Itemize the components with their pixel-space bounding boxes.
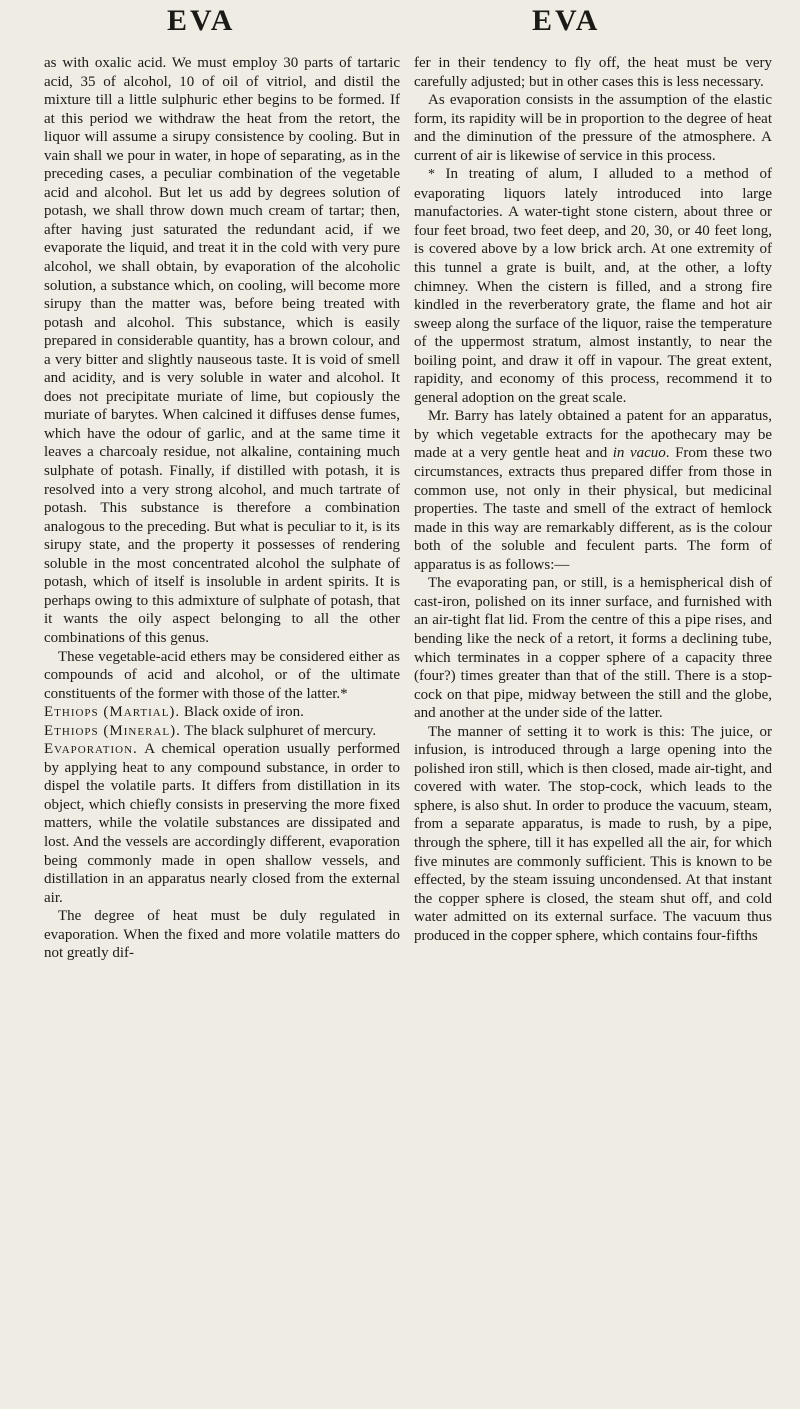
- paragraph-setting-to-work: The manner of setting it to work is this: The juice, or infusion, is introduced through a large opening into the polished iron still, which is then closed, made air-tight, and covered with water. The stop-cock, which leads to the sphere, is also shut. In order to produce the vacuum, steam, from a separate apparatus, is made to rush, by a pipe, through the sphere, till it has expelled all the air, for which five minutes are commonly sufficient. This is known to be effected, by the steam issuing uncondensed. At that instant the copper sphere is closed, the steam shut off, and cold water admitted on its external surface. The vacuum thus produced in the copper sphere, which contains four-fifths: [414, 723, 772, 944]
- paragraph-elastic-form: As evaporation consists in the assumption of the elastic form, its rapidity will be in proportion to the degree of heat and the diminution of the pressure of the atmosphere. A current of air is likewise of service in this process.: [414, 92, 772, 164]
- entry-ethiops-martial: [44, 703, 400, 722]
- entry-definition: Black oxide of iron.: [180, 704, 304, 721]
- paragraph-barry-text-b: . From these two circumstances, extracts thus prepared differ from those in common use, not only in their physical, but medicinal properties. The taste and smell of the extract of hemlock made in this way are remarkably different, as is the colour both of the soluble and feculent parts. The form of apparatus is as follows:—: [414, 445, 772, 573]
- paragraph-heat-regulation: The degree of heat must be duly regulated in evaporation. When the fixed and more volatile matters do not greatly dif-: [44, 908, 400, 962]
- paragraph-evaporating-pan: The evaporating pan, or still, is a hemispherical dish of cast-iron, polished on its inner surface, and furnished with an air-tight flat lid. From the centre of this a pipe rises, and bending like the neck of a retort, it forms a declining tube, which terminates in a copper sphere of a capacity three (four?) times greater than that of the still. There is a stop-cock on that pipe, midway between the still and the globe, and another at the under side of the latter.: [414, 575, 772, 722]
- entry-evaporation: [44, 740, 400, 907]
- entry-ethiops-mineral: [44, 722, 400, 741]
- paragraph-alum-method: [414, 165, 772, 407]
- right-running-head: EVA: [532, 4, 601, 37]
- left-column: [44, 54, 400, 963]
- entry-term: Evaporation.: [44, 741, 138, 758]
- paragraph-vegetable-acid-ethers: These vegetable-acid ethers may be considered either as compounds of acid and alcohol, or of the ultimate constituents of the former with those of the latter.*: [44, 648, 400, 702]
- page-header: [0, 4, 800, 44]
- paragraph-continuation: fer in their tendency to fly off, the heat must be very carefully adjusted; but in other cases this is less necessary.: [414, 55, 772, 90]
- paragraph-barry-patent: [414, 407, 772, 574]
- footnote-marker: *: [428, 167, 446, 183]
- paragraph-alum-text: In treating of alum, I alluded to a method of evaporating liquors lately introduced into large manufactories. A water-tight stone cistern, about three or four feet broad, two feet deep, and 20, 30, or 40 feet long, is covered above by a low brick arch. At one extremity of this tunnel a grate is built, and, at the other, a lofty chimney. When the cistern is filled, and a strong fire kindled in the reverberatory grate, the flame and hot air sweep along the surface of the liquor, raise the temperature of the uppermost stratum, almost instantly, to near the boiling point, and draw it off in vapour. The great extent, rapidity, and economy of this process, recommend it to general adoption on the great scale.: [414, 166, 772, 406]
- paragraph-barry-text-a: Mr. Barry has lately obtained a patent for an apparatus, by which vegetable extracts for the apothecary may be made at a very gentle heat and: [414, 408, 772, 462]
- in-vacuo-italic: in vacuo: [612, 445, 666, 462]
- paragraph-tartaric-ether: as with oxalic acid. We must employ 30 parts of tartaric acid, 35 of alcohol, 10 of oil of vitriol, and distil the mixture till a little sulphuric ether begins to be formed. If at this period we withdraw the heat from the retort, the liquor will assume a sirupy consistence by cooling. But in vain shall we pour in water, in hope of separating, as in the preceding cases, a peculiar combination of the vegetable acid and alcohol. But let us add by degrees solution of potash, we shall throw down much cream of tartar; then, after having just saturated the redundant acid, if we evaporate the liquid, and treat it in the cold with very pure alcohol, we shall obtain, by evaporation of the alcoholic solution, a substance which, on cooling, will become more sirupy than the matter was, before being treated with potash and alcohol. This substance, which is easily prepared in considerable quantity, has a brown colour, and a very bitter and slightly nauseous taste. It is void of smell and acidity, and is very soluble in water and alcohol. It does not precipitate muriate of lime, but copiously the muriate of barytes. When calcined it diffuses dense fumes, which have the odour of garlic, and at the same time it leaves a charcoaly residue, not alkaline, containing much sulphate of potash. Finally, if distilled with potash, it is resolved into a very strong alcohol, and much tartrate of potash. This substance is therefore a combination analogous to the preceding. But what is peculiar to it, is its sirupy state, and the property it possesses of rendering soluble in the most concentrated alcohol the sulphate of potash, which of itself is insoluble in ardent spirits. It is perhaps owing to this admixture of sulphate of potash, that it wants the oily aspect belonging to all the other combinations of this genus.: [44, 55, 400, 646]
- entry-term: Ethiops (Martial).: [44, 704, 181, 721]
- entry-definition: A chemical operation usually performed by applying heat to any compound substance, in order to dispel the volatile parts. It differs from distillation in its object, which chiefly consists in preserving the more fixed matters, while the volatile substances are dissipated and lost. And the vessels are accordingly different, evaporation being commonly made in open shallow vessels, and distillation in an apparatus nearly closed from the external air.: [44, 741, 400, 906]
- right-column: [414, 54, 772, 945]
- entry-term: Ethiops (Mineral).: [44, 722, 181, 739]
- left-running-head: EVA: [167, 4, 236, 37]
- entry-definition: The black sulphuret of mercury.: [180, 722, 377, 739]
